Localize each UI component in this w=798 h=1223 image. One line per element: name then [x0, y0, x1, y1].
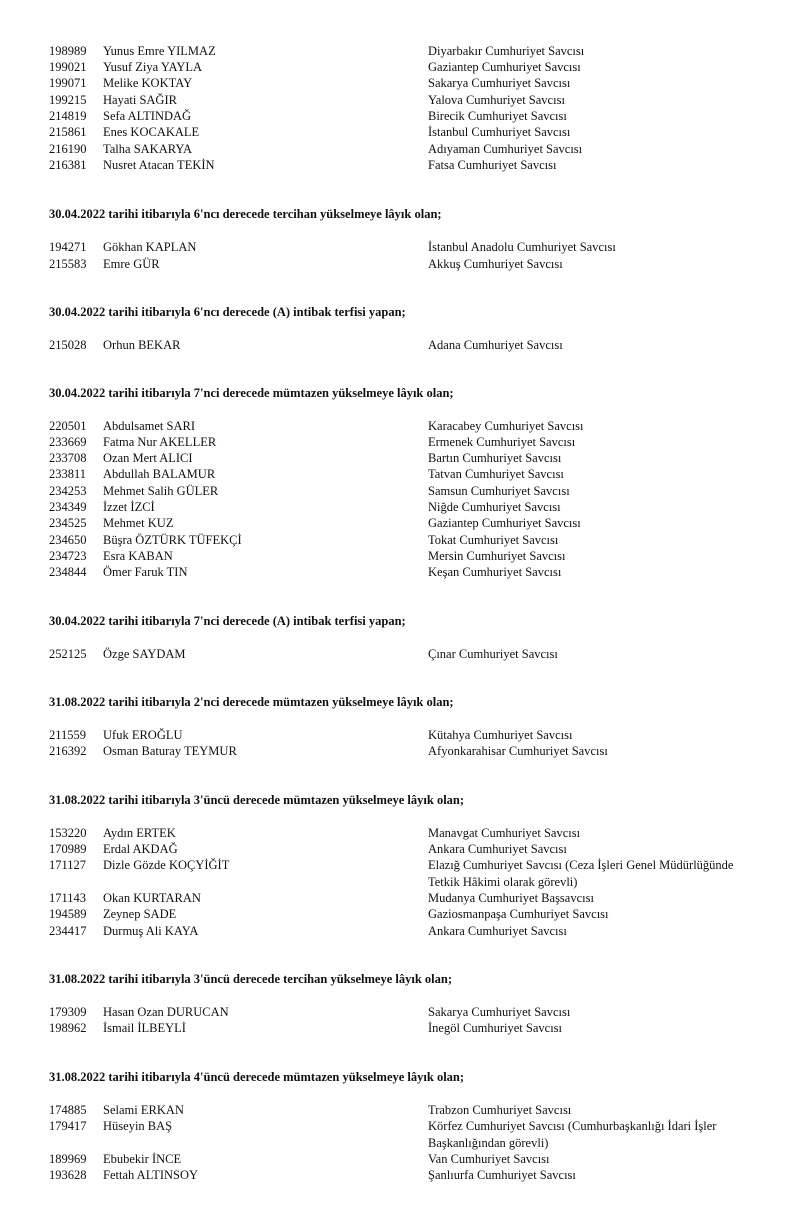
sicil-number: 214819 — [49, 109, 87, 123]
assignment: Gaziantep Cumhuriyet Savcısı — [428, 516, 581, 530]
table-row — [0, 743, 798, 759]
person-name: Ozan Mert ALICI — [103, 451, 193, 465]
table-row — [0, 923, 798, 939]
sicil-number: 234723 — [49, 549, 87, 563]
table-row — [0, 59, 798, 75]
table-row — [0, 532, 798, 548]
sicil-number: 179309 — [49, 1005, 87, 1019]
person-name: Talha SAKARYA — [103, 142, 193, 156]
table-row — [0, 108, 798, 124]
assignment: Akkuş Cumhuriyet Savcısı — [428, 257, 563, 271]
table-row — [0, 1102, 798, 1118]
table-row — [0, 483, 798, 499]
sicil-number: 211559 — [49, 728, 87, 742]
section-heading: 30.04.2022 tarihi itibarıyla 7'nci derecede mümtazen yükselmeye lâyık olan; — [49, 386, 454, 400]
table-row — [0, 157, 798, 173]
assignment: Samsun Cumhuriyet Savcısı — [428, 484, 570, 498]
sicil-number: 234525 — [49, 516, 87, 530]
table-row — [0, 548, 798, 564]
sicil-number: 233669 — [49, 435, 87, 449]
sicil-number: 153220 — [49, 826, 87, 840]
person-name: Ömer Faruk TIN — [103, 565, 188, 579]
section-heading: 30.04.2022 tarihi itibarıyla 7'nci derecede (A) intibak terfisi yapan; — [49, 614, 406, 628]
person-name: Erdal AKDAĞ — [103, 842, 178, 856]
person-name: Abdullah BALAMUR — [103, 467, 216, 481]
table-row — [0, 450, 798, 466]
assignment: Adana Cumhuriyet Savcısı — [428, 338, 563, 352]
sicil-number: 252125 — [49, 647, 87, 661]
assignment-continued: Başkanlığından görevli) — [428, 1136, 549, 1150]
table-row — [0, 256, 798, 272]
table-row — [0, 466, 798, 482]
sicil-number: 220501 — [49, 419, 87, 433]
sicil-number: 170989 — [49, 842, 87, 856]
table-row — [0, 43, 798, 59]
person-name: Durmuş Ali KAYA — [103, 924, 199, 938]
person-name: Gökhan KAPLAN — [103, 240, 197, 254]
table-row — [0, 499, 798, 515]
assignment: Ermenek Cumhuriyet Savcısı — [428, 435, 576, 449]
assignment: İnegöl Cumhuriyet Savcısı — [428, 1021, 563, 1035]
table-row — [0, 890, 798, 906]
table-row — [0, 1151, 798, 1167]
sicil-number: 189969 — [49, 1152, 87, 1166]
person-name: Aydın ERTEK — [103, 826, 176, 840]
person-name: Fettah ALTINSOY — [103, 1168, 199, 1182]
person-name: Yusuf Ziya YAYLA — [103, 60, 203, 74]
assignment: Manavgat Cumhuriyet Savcısı — [428, 826, 581, 840]
table-row — [0, 727, 798, 743]
table-row — [0, 1020, 798, 1036]
sicil-number: 216190 — [49, 142, 87, 156]
sicil-number: 234253 — [49, 484, 87, 498]
assignment: Trabzon Cumhuriyet Savcısı — [428, 1103, 572, 1117]
person-name: Ebubekir İNCE — [103, 1152, 182, 1166]
assignment: Çınar Cumhuriyet Savcısı — [428, 647, 558, 661]
assignment: Mersin Cumhuriyet Savcısı — [428, 549, 566, 563]
assignment: Karacabey Cumhuriyet Savcısı — [428, 419, 584, 433]
assignment: Adıyaman Cumhuriyet Savcısı — [428, 142, 583, 156]
assignment: Kütahya Cumhuriyet Savcısı — [428, 728, 573, 742]
person-name: Zeynep SADE — [103, 907, 177, 921]
section-heading: 30.04.2022 tarihi itibarıyla 6'ncı derecede (A) intibak terfisi yapan; — [49, 305, 406, 319]
sicil-number: 194589 — [49, 907, 87, 921]
table-row — [0, 124, 798, 140]
assignment: Körfez Cumhuriyet Savcısı (Cumhurbaşkanlığı İdari İşler — [428, 1119, 717, 1133]
assignment: İstanbul Anadolu Cumhuriyet Savcısı — [428, 240, 616, 254]
assignment: Van Cumhuriyet Savcısı — [428, 1152, 550, 1166]
table-row — [0, 141, 798, 157]
assignment: Mudanya Cumhuriyet Başsavcısı — [428, 891, 594, 905]
sicil-number: 234650 — [49, 533, 87, 547]
person-name: Okan KURTARAN — [103, 891, 201, 905]
assignment: Afyonkarahisar Cumhuriyet Savcısı — [428, 744, 608, 758]
person-name: Esra KABAN — [103, 549, 173, 563]
person-name: İzzet İZCİ — [103, 500, 155, 514]
person-name: Mehmet Salih GÜLER — [103, 484, 219, 498]
person-name: Dizle Gözde KOÇYİĞİT — [103, 858, 230, 872]
assignment: Ankara Cumhuriyet Savcısı — [428, 924, 567, 938]
table-row — [0, 337, 798, 353]
table-row — [0, 906, 798, 922]
section-heading: 31.08.2022 tarihi itibarıyla 3'üncü derecede mümtazen yükselmeye lâyık olan; — [49, 793, 465, 807]
section-heading: 31.08.2022 tarihi itibarıyla 2'nci derecede mümtazen yükselmeye lâyık olan; — [49, 695, 454, 709]
assignment: Fatsa Cumhuriyet Savcısı — [428, 158, 557, 172]
sicil-number: 171143 — [49, 891, 87, 905]
person-name: Nusret Atacan TEKİN — [103, 158, 215, 172]
assignment: Diyarbakır Cumhuriyet Savcısı — [428, 44, 585, 58]
sicil-number: 199215 — [49, 93, 87, 107]
assignment: Tokat Cumhuriyet Savcısı — [428, 533, 559, 547]
person-name: Orhun BEKAR — [103, 338, 181, 352]
assignment: Sakarya Cumhuriyet Savcısı — [428, 76, 571, 90]
sicil-number: 233811 — [49, 467, 87, 481]
table-row — [0, 646, 798, 662]
sicil-number: 198989 — [49, 44, 87, 58]
assignment: Ankara Cumhuriyet Savcısı — [428, 842, 567, 856]
sicil-number: 216392 — [49, 744, 87, 758]
person-name: Mehmet KUZ — [103, 516, 174, 530]
sicil-number: 234349 — [49, 500, 87, 514]
sicil-number: 198962 — [49, 1021, 87, 1035]
table-row — [0, 239, 798, 255]
person-name: Hasan Ozan DURUCAN — [103, 1005, 229, 1019]
sicil-number: 194271 — [49, 240, 87, 254]
assignment: Şanlıurfa Cumhuriyet Savcısı — [428, 1168, 576, 1182]
table-row — [0, 825, 798, 841]
table-row — [0, 857, 798, 873]
table-row — [0, 841, 798, 857]
assignment: Tatvan Cumhuriyet Savcısı — [428, 467, 564, 481]
section-heading: 31.08.2022 tarihi itibarıyla 3'üncü derecede tercihan yükselmeye lâyık olan; — [49, 972, 452, 986]
person-name: Abdulsamet SARI — [103, 419, 196, 433]
sicil-number: 174885 — [49, 1103, 87, 1117]
person-name: Büşra ÖZTÜRK TÜFEKÇİ — [103, 533, 242, 547]
sicil-number: 234844 — [49, 565, 87, 579]
assignment-continued: Tetkik Hâkimi olarak görevli) — [428, 875, 578, 889]
sicil-number: 215028 — [49, 338, 87, 352]
table-row — [0, 515, 798, 531]
assignment: Birecik Cumhuriyet Savcısı — [428, 109, 567, 123]
assignment: Keşan Cumhuriyet Savcısı — [428, 565, 562, 579]
person-name: Özge SAYDAM — [103, 647, 186, 661]
person-name: Melike KOKTAY — [103, 76, 193, 90]
assignment: Bartın Cumhuriyet Savcısı — [428, 451, 562, 465]
person-name: Fatma Nur AKELLER — [103, 435, 217, 449]
sicil-number: 216381 — [49, 158, 87, 172]
table-row — [0, 418, 798, 434]
person-name: Hayati SAĞIR — [103, 93, 177, 107]
table-row — [0, 92, 798, 108]
table-row — [0, 1167, 798, 1183]
person-name: Ufuk EROĞLU — [103, 728, 183, 742]
sicil-number: 234417 — [49, 924, 87, 938]
table-row — [0, 564, 798, 580]
section-heading: 31.08.2022 tarihi itibarıyla 4'üncü derecede mümtazen yükselmeye lâyık olan; — [49, 1070, 465, 1084]
sicil-number: 199071 — [49, 76, 87, 90]
person-name: Yunus Emre YILMAZ — [103, 44, 216, 58]
sicil-number: 179417 — [49, 1119, 87, 1133]
table-row-continuation — [0, 1135, 798, 1151]
person-name: Enes KOCAKALE — [103, 125, 200, 139]
assignment: Gaziantep Cumhuriyet Savcısı — [428, 60, 581, 74]
table-row — [0, 434, 798, 450]
person-name: Emre GÜR — [103, 257, 160, 271]
sicil-number: 233708 — [49, 451, 87, 465]
sicil-number: 215583 — [49, 257, 87, 271]
person-name: Sefa ALTINDAĞ — [103, 109, 192, 123]
sicil-number: 193628 — [49, 1168, 87, 1182]
sicil-number: 199021 — [49, 60, 87, 74]
assignment: Yalova Cumhuriyet Savcısı — [428, 93, 565, 107]
sicil-number: 171127 — [49, 858, 87, 872]
table-row-continuation — [0, 874, 798, 890]
assignment: Niğde Cumhuriyet Savcısı — [428, 500, 561, 514]
sicil-number: 215861 — [49, 125, 87, 139]
assignment: Gaziosmanpaşa Cumhuriyet Savcısı — [428, 907, 609, 921]
person-name: Selami ERKAN — [103, 1103, 184, 1117]
assignment: Sakarya Cumhuriyet Savcısı — [428, 1005, 571, 1019]
assignment: Elazığ Cumhuriyet Savcısı (Ceza İşleri Genel Müdürlüğünde — [428, 858, 734, 872]
table-row — [0, 75, 798, 91]
table-row — [0, 1004, 798, 1020]
table-row — [0, 1118, 798, 1134]
person-name: Osman Baturay TEYMUR — [103, 744, 237, 758]
person-name: Hüseyin BAŞ — [103, 1119, 173, 1133]
assignment: İstanbul Cumhuriyet Savcısı — [428, 125, 571, 139]
person-name: İsmail İLBEYLİ — [103, 1021, 186, 1035]
section-heading: 30.04.2022 tarihi itibarıyla 6'ncı derecede tercihan yükselmeye lâyık olan; — [49, 207, 442, 221]
